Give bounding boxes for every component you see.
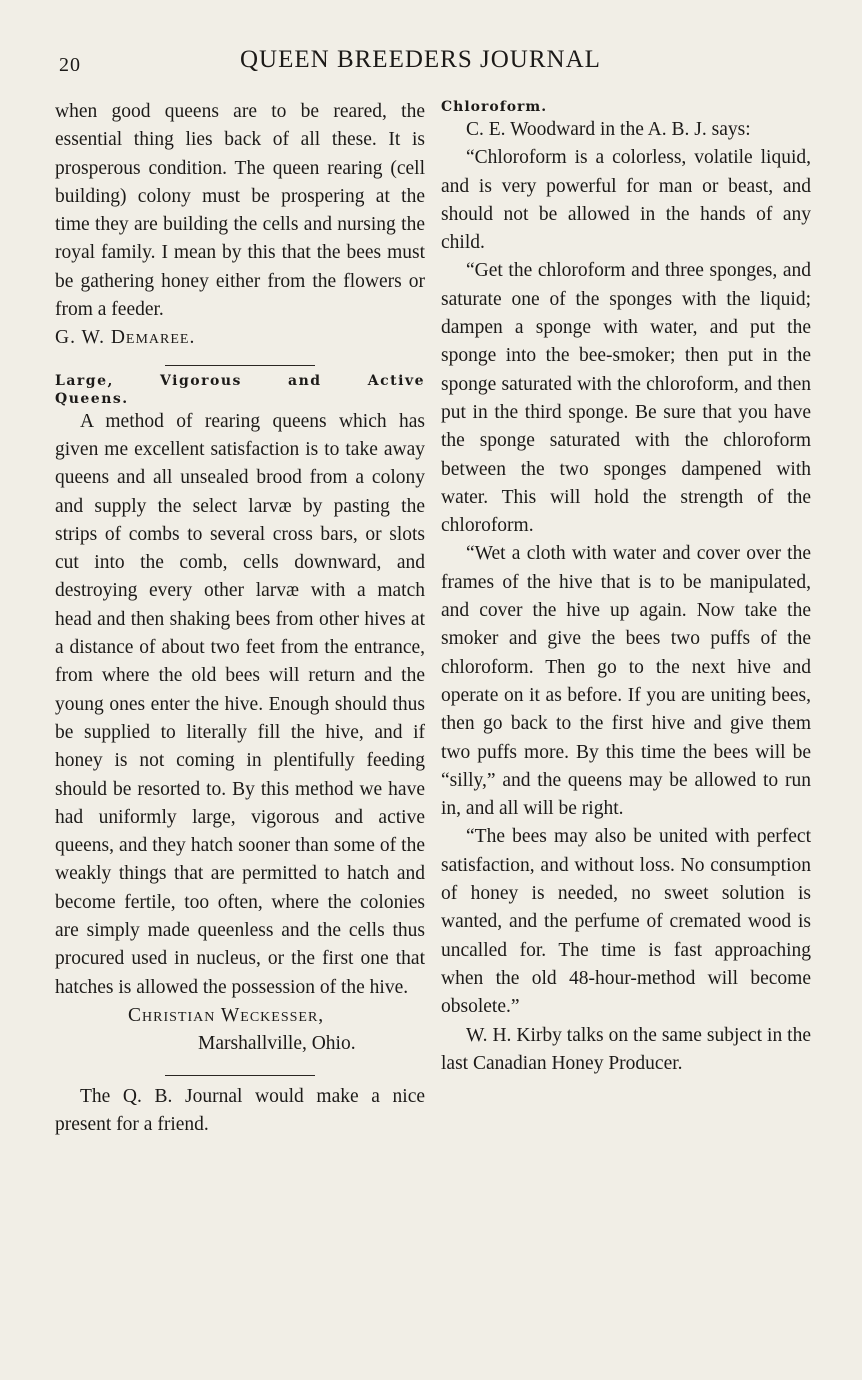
section-divider <box>165 365 315 366</box>
signature-demaree: G. W. Demaree. <box>55 327 196 349</box>
journal-running-head: QUEEN BREEDERS JOURNAL <box>240 46 601 73</box>
page-number: 20 <box>59 54 81 76</box>
article-heading-chloroform: Chloroform. <box>441 99 548 115</box>
left-column <box>55 98 425 1139</box>
article-heading-queens: Large, Vigorous and Active <box>55 372 425 389</box>
right-column <box>441 98 811 1078</box>
chloroform-paragraph: “Chloroform is a colorless, volatile liquid, and is very powerful for man or beast, and should not be allowed in the hands of any child. <box>441 147 811 254</box>
signature-weckesser-place: Marshallville, Ohio. <box>198 1033 356 1055</box>
continued-paragraph: when good queens are to be reared, the essential thing lies back of all these. It is prosperous condition. The queen rearing (cell building) colony must be prospering at the time they are building the cells and nursing the royal family. I mean by this that the bees must be gathering honey either from the flowers or from a feeder. <box>55 101 425 321</box>
chloroform-paragraph: “Get the chloroform and three sponges, and saturate one of the sponges with the liquid; dampen a sponge with water, and put the sponge into the bee-smoker; then put in the sponge saturated with the chloroform, and then put in the third sponge. Be sure that you have the sponge saturated with the chloroform between the two sponges dampened with water. This will hold the strength of the chloroform. <box>441 260 811 537</box>
closing-note: The Q. B. Journal would make a nice present for a friend. <box>55 1085 425 1135</box>
article-heading-queens-line2: Queens. <box>55 390 129 407</box>
signature-weckesser-name: Christian Weckesser, <box>128 1004 325 1026</box>
chloroform-closing-paragraph: W. H. Kirby talks on the same subject in the last Canadian Honey Producer. <box>441 1024 811 1074</box>
section-divider <box>165 1075 315 1076</box>
article-body-queens: A method of rearing queens which has given me excellent satisfaction is to take away queens and all unsealed brood from a colony and supply the select larvæ by pasting the strips of combs to several cross bars, or slots cut into the comb, cells downward, and destroying every other larvæ with a match head and then shaking bees from other hives at a distance of about two feet from the entrance, from where the old bees will return and the young ones enter the hive. Enough should thus be supplied to literally fill the hive, and if honey is not coming in plentifully feeding should be resorted to. By this method we have had uniformly large, vigorous and active queens, and they hatch sooner than some of the weakly things that are permitted to hatch and become fertile, too often, where the colonies are simply made queenless and the cells thus procured used in nucleus, or the first one that hatches is allowed the possession of the hive. <box>55 410 425 998</box>
chloroform-paragraph: “The bees may also be united with perfect satisfaction, and without loss. No consumption of honey is needed, no sweet solution is wanted, and the perfume of cremated wood is uncalled for. The time is fast approaching when the old 48-hour-method will become obsolete.” <box>441 826 811 1018</box>
chloroform-paragraph: “Wet a cloth with water and cover over the frames of the hive that is to be manipulated, and cover the hive up again. Now take the smoker and give the bees two puffs of the chloroform. Then go to the next hive and operate on it as before. If you are uniting bees, then go back to the first hive and give them two puffs more. By this time the bees will be “silly,” and the queens may be allowed to run in, and all will be right. <box>441 543 811 820</box>
chloroform-intro: C. E. Woodward in the A. B. J. says: <box>466 119 751 140</box>
